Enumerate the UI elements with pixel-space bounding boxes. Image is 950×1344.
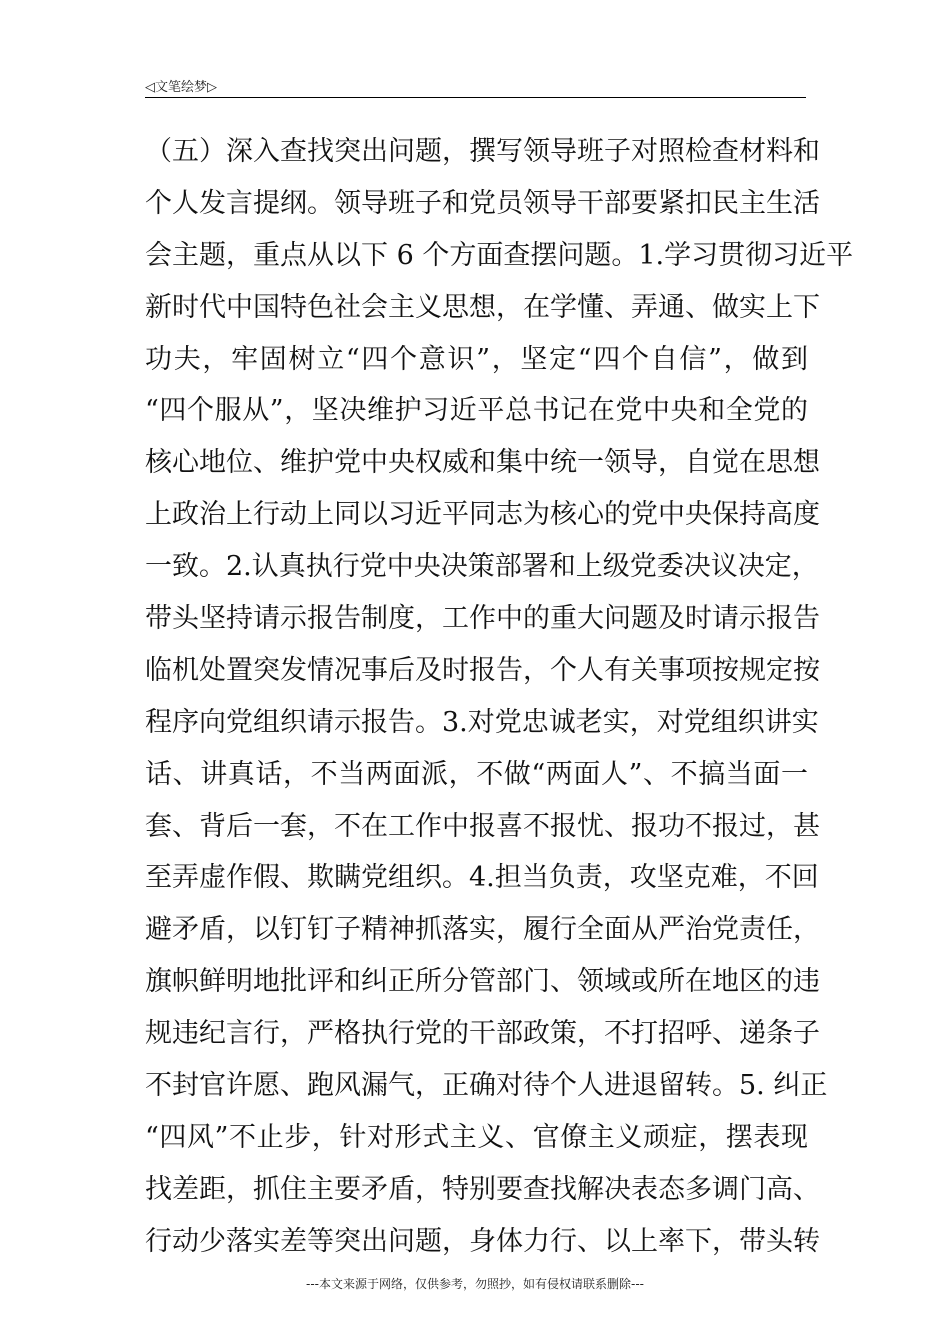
body-line: “四个服从”，坚决维护习近平总书记在党中央和全党的 bbox=[145, 395, 808, 427]
body-line: 会主题，重点从以下 6 个方面查摆问题。1.学习贯彻习近平 bbox=[145, 239, 854, 271]
body-line: 避矛盾，以钉钉子精神抓落实，履行全面从严治党责任， bbox=[145, 914, 820, 946]
body-line: 个人发言提纲。领导班子和党员领导干部要紧扣民主生活 bbox=[145, 187, 820, 219]
page-footer: ---本文来源于网络，仅供参考，勿照抄，如有侵权请联系删除--- bbox=[306, 1277, 644, 1291]
body-line: 功夫，牢固树立“四个意识”，坚定“四个自信”，做到 bbox=[145, 343, 808, 375]
body-line: 程序向党组织请示报告。3.对党忠诚老实，对党组织讲实 bbox=[145, 706, 819, 738]
body-line: 规违纪言行，严格执行党的干部政策，不打招呼、递条子 bbox=[145, 1018, 820, 1050]
body-line: 带头坚持请示报告制度，工作中的重大问题及时请示报告 bbox=[145, 603, 820, 635]
body-line: 新时代中国特色社会主义思想，在学懂、弄通、做实上下 bbox=[145, 291, 820, 323]
body-line: 旗帜鲜明地批评和纠正所分管部门、领域或所在地区的违 bbox=[145, 966, 820, 998]
document-body bbox=[145, 129, 854, 1271]
body-line: 行动少落实差等突出问题，身体力行、以上率下，带头转 bbox=[145, 1225, 820, 1257]
page-header bbox=[145, 74, 806, 98]
header-title: ◁文笔绘梦▷ bbox=[145, 80, 217, 95]
header-divider bbox=[145, 97, 806, 98]
body-line: 不封官许愿、跑风漏气，正确对待个人进退留转。5. 纠正 bbox=[145, 1070, 828, 1102]
body-line: 找差距，抓住主要矛盾，特别要查找解决表态多调门高、 bbox=[145, 1173, 820, 1205]
body-line: 套、背后一套，不在工作中报喜不报忧、报功不报过，甚 bbox=[145, 810, 820, 842]
body-line: 核心地位、维护党中央权威和集中统一领导，自觉在思想 bbox=[145, 447, 820, 479]
body-line: 话、讲真话，不当两面派，不做“两面人”、不搞当面一 bbox=[145, 758, 808, 790]
body-line: （五）深入查找突出问题，撰写领导班子对照检查材料和 bbox=[145, 136, 820, 167]
body-line: 临机处置突发情况事后及时报告，个人有关事项按规定按 bbox=[145, 654, 820, 686]
body-line: 至弄虚作假、欺瞒党组织。4.担当负责，攻坚克难，不回 bbox=[145, 862, 819, 894]
body-line: 上政治上行动上同以习近平同志为核心的党中央保持高度 bbox=[145, 499, 820, 531]
body-line: “四风”不止步，针对形式主义、官僚主义顽症，摆表现 bbox=[145, 1121, 808, 1153]
body-line: 一致。2.认真执行党中央决策部署和上级党委决议决定， bbox=[145, 551, 819, 583]
